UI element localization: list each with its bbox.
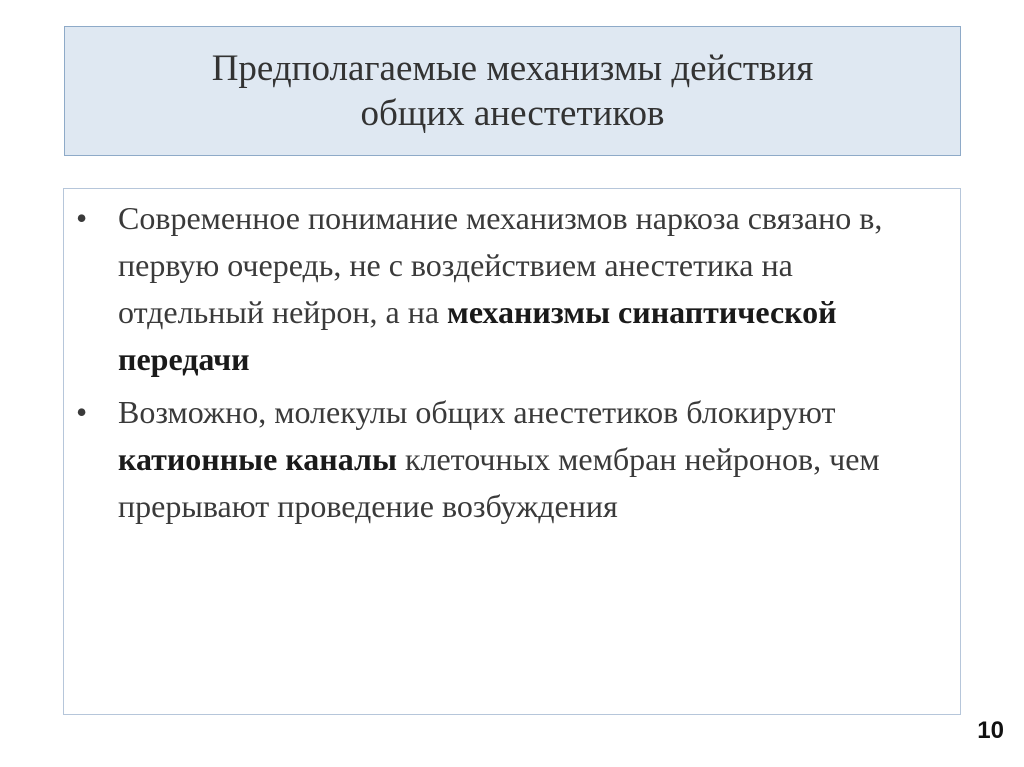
title-box bbox=[64, 26, 961, 156]
bullet-bold-text: механизмы синаптической передачи bbox=[118, 294, 837, 377]
page-number: 10 bbox=[977, 717, 1004, 744]
bullet-marker: • bbox=[76, 200, 88, 236]
content-box bbox=[63, 188, 961, 715]
bullet-bold-text: катионные каналы bbox=[118, 441, 397, 477]
bullet-marker: • bbox=[76, 394, 88, 430]
bullet-item bbox=[74, 389, 924, 530]
bullet-list bbox=[74, 195, 924, 536]
bullet-text: Возможно, молекулы общих анестетиков блокируют bbox=[118, 394, 836, 430]
slide-title: Предполагаемые механизмы действия общих анестетиков bbox=[211, 48, 814, 134]
bullet-text: Современное понимание механизмов наркоза связано в, первую очередь, не с воздействием анестетика на отдельный нейрон, а на bbox=[118, 200, 883, 330]
bullet-text: клеточных мембран нейронов, чем прерывают проведение возбуждения bbox=[118, 441, 880, 524]
bullet-item bbox=[74, 195, 924, 383]
